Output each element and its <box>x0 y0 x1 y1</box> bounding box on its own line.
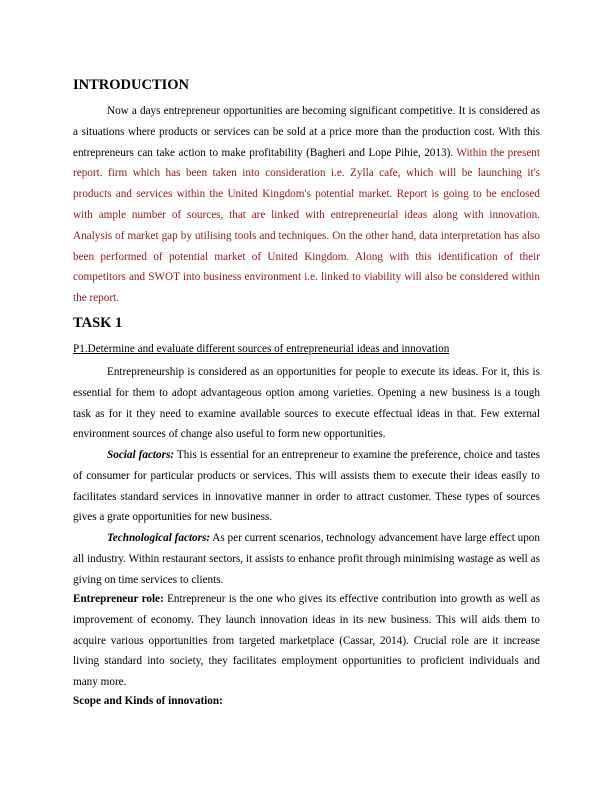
scope-kinds-heading: Scope and Kinds of innovation: <box>73 695 223 707</box>
introduction-highlighted-text: Within the present report. firm which has been taken into consideration i.e. Zylla cafe, which will be launching it's products and services within the United Kingdom's potential market. Report is going to be enclosed with ample number of sources, that are linked with entrepreneurial ideas along with innovation. Analysis of market gap by utilising tools and techniques. On the other hand, data interpretation has also been performed of potential market of United Kingdom. Along with this identification of their competitors and SWOT into business environment i.e. linked to viability will also be considered within the report. <box>73 146 540 305</box>
entrepreneurship-paragraph: Entrepreneurship is considered as an opportunities for people to execute its ideas. For it, this is essential for them to adopt advantageous option among varieties. Opening a new business is a tough task as for it they need to examine available sources to execute effectual ideas in that. Few external environment sources of change also useful to form new opportunities. <box>73 366 540 441</box>
task1-heading: TASK 1 <box>73 315 123 331</box>
p1-subheading: P1.Determine and evaluate different sources of entrepreneurial ideas and innovation <box>73 343 450 355</box>
entrepreneur-role-text: Entrepreneur is the one who gives its effective contribution into growth as well as improvement of economy. They launch innovation ideas in its new business. This will aids them to acquire various opportunities from targeted marketplace (Cassar, 2014). Crucial role are it increase living standard into society, they facilitates employment opportunities to proficient individuals and many more. <box>73 593 541 689</box>
social-factors-text: This is essential for an entrepreneur to examine the preference, choice and tastes of consumer for particular products or services. This will assists them to execute their ideas easily to facilitates standard services in innovative manner in order to attract customer. These types of sources gives a grate opportunities for new business. <box>73 449 540 524</box>
social-factors-label: Social factors: <box>107 449 175 461</box>
entrepreneur-role-label: Entrepreneur role: <box>73 593 164 605</box>
technological-factors-text: As per current scenarios, technology advancement have large effect upon all industry. Within restaurant sectors, it assists to enhance profit through minimising wastage as well as giving on time services to clients. <box>73 532 540 586</box>
introduction-heading: INTRODUCTION <box>73 77 190 93</box>
introduction-text: Now a days entrepreneur opportunities are becoming significant competitive. It is considered as a situations where products or services can be sold at a price more than the production cost. With this entrepreneurs can take action to make profitability (Bagheri and Lope Pihie, 2013). <box>73 105 540 159</box>
social-factors-paragraph <box>73 445 540 528</box>
entrepreneur-role-paragraph <box>73 589 540 693</box>
technological-factors-paragraph <box>73 528 540 590</box>
technological-factors-label: Technological factors: <box>107 532 211 544</box>
introduction-paragraph <box>73 101 540 309</box>
